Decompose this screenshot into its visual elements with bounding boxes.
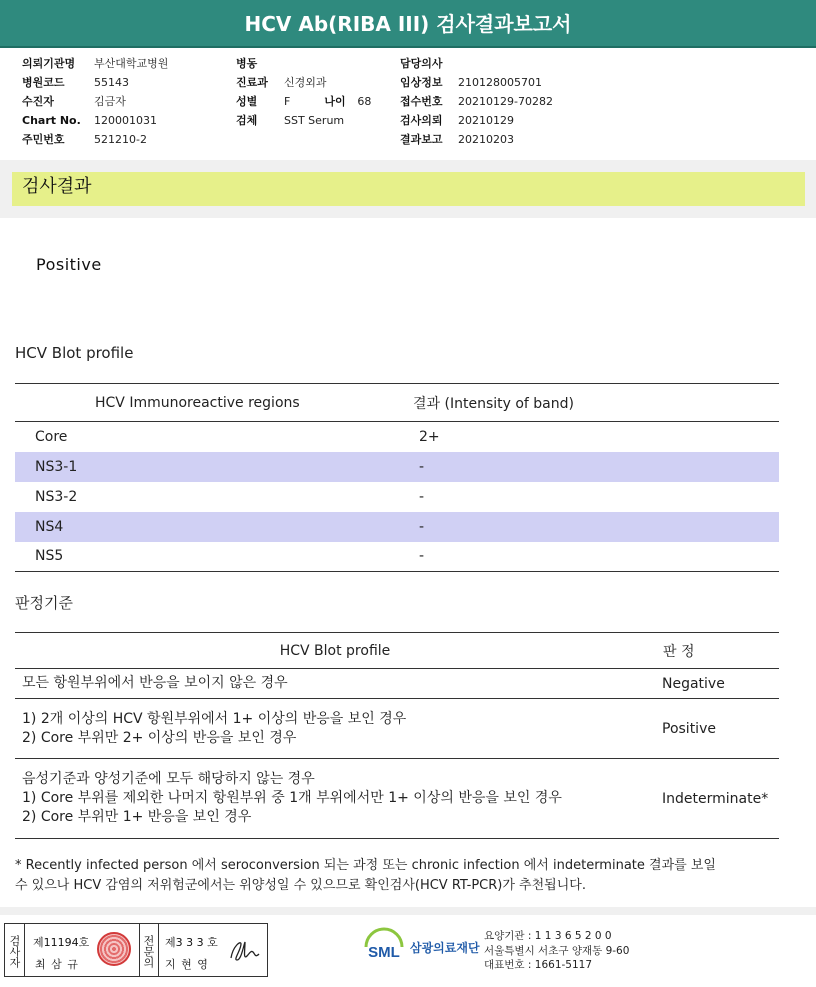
report-title: HCV Ab(RIBA III) 검사결과보고서 [0,0,816,46]
column-header-result: 결과 (Intensity of band) [413,384,779,422]
info-column-1 [22,54,168,149]
age-label: 나이 [324,95,346,108]
info-label: 병원코드 [22,76,65,89]
column-header-judgement: 판 정 [655,633,779,669]
info-value: 김금자 [94,95,126,108]
info-row-department [236,73,371,92]
region-cell: Core [35,428,68,445]
info-value: 부산대학교병원 [94,57,169,70]
info-value: 20210129-70282 [458,95,553,108]
footnote [15,856,785,896]
info-row-report-date [400,130,553,149]
judgement-cell: Negative [655,669,779,699]
footnote-line: * Recently infected person 에서 seroconversion 되는 과정 또는 chronic infection 에서 indeterminate 결과를 보일 [15,858,716,873]
institution-info [484,929,629,973]
blot-table-header [15,384,779,422]
region-cell: NS3-2 [35,488,78,505]
criteria-line: 1) Core 부위를 제외한 나머지 항원부위 중 1개 부위에서만 1+ 이상의 반응을 보인 경우 [22,790,562,806]
institution-address: 서울특별시 서초구 양재동 9-60 [484,944,630,957]
examiner-label: 검사자 [5,924,25,976]
table-row [15,699,779,759]
info-label: 성별 [236,95,258,108]
info-row-doctor [400,54,553,73]
info-label: 진료과 [236,76,268,89]
criteria-line: 2) Core 부위만 1+ 반응을 보인 경우 [22,809,252,825]
info-value: F [284,95,291,108]
info-label: 의뢰기관명 [22,57,76,70]
blot-table [15,383,779,572]
blot-profile-title: HCV Blot profile [15,344,134,362]
info-column-3 [400,54,553,149]
info-label: 접수번호 [400,95,443,108]
signature-box [4,923,268,977]
criteria-cell [15,669,655,699]
section-title: 검사결과 [12,172,805,206]
criteria-cell [15,759,655,839]
region-cell: NS3-1 [15,452,413,482]
info-row-request-date [400,111,553,130]
criteria-line: 음성기준과 양성기준에 모두 해당하지 않는 경우 [22,771,315,787]
result-cell: 2+ [419,428,440,445]
info-value: 55143 [94,76,129,89]
result-value: Positive [36,255,102,274]
region-cell: NS4 [15,512,413,542]
table-row [15,422,779,452]
info-row-institution [22,54,168,73]
criteria-line: 1) 2개 이상의 HCV 항원부위에서 1+ 이상의 반응을 보인 경우 [22,710,407,727]
examiner-number: 제11194호 [33,936,90,949]
info-column-2 [236,54,371,130]
info-value: SST Serum [284,114,345,127]
info-label: 결과보고 [400,133,443,146]
info-value: 20210203 [458,133,514,146]
column-header-region: HCV Immunoreactive regions [15,384,413,422]
info-row-patient [22,92,168,111]
info-row-ward [236,54,371,73]
info-label: Chart No. [22,114,81,127]
info-label: 담당의사 [400,57,443,70]
table-row [15,542,779,572]
sml-logo-text: SML [368,944,400,961]
specialist-name: 지 현 영 [165,958,209,971]
footnote-line: 수 있으나 HCV 감염의 저위험군에서는 위양성일 수 있으므로 확인검사(HCV RT-PCR)가 추천됩니다. [15,878,586,893]
info-label: 병동 [236,57,258,70]
table-row [15,669,779,699]
signature-icon [227,934,263,968]
title-divider [0,46,816,48]
criteria-line: 모든 항원부위에서 반응을 보이지 않은 경우 [22,675,288,691]
info-row-chart-no [22,111,168,130]
result-cell: - [413,512,779,542]
table-row [15,759,779,839]
table-row [15,482,779,512]
info-value: 120001031 [94,114,157,127]
institution-name: 삼광의료재단 [410,941,480,955]
seal-icon [97,932,131,966]
info-row-sex-age [236,92,371,111]
info-value: 521210-2 [94,133,147,146]
age-value: 68 [357,95,372,108]
info-label: 수진자 [22,95,54,108]
table-row [15,452,779,482]
info-label: 주민번호 [22,133,65,146]
result-cell: - [413,452,779,482]
info-label: 검체 [236,114,258,127]
footer-band [0,907,816,915]
institution-code: 요양기관 : 1 1 3 6 5 2 0 0 [484,930,612,942]
info-row-resident-no [22,130,168,149]
table-row [15,512,779,542]
info-row-receipt-no [400,92,553,111]
result-cell: - [419,488,425,505]
judgement-cell: Indeterminate* [655,759,779,839]
info-row-specimen [236,111,371,130]
criteria-table [15,632,779,839]
judgement-cell: Positive [655,699,779,759]
info-value: 20210129 [458,114,514,127]
sml-logo-icon [362,927,406,971]
institution-phone: 대표번호 : 1661-5117 [484,959,593,971]
specialist-label: 전문의 [139,924,159,976]
result-cell: - [413,542,779,572]
info-row-clinical-info [400,73,553,92]
region-cell: NS5 [15,542,413,572]
info-value: 210128005701 [458,76,542,89]
column-header-profile: HCV Blot profile [15,633,655,669]
info-label: 검사의뢰 [400,114,443,127]
examiner-name: 최 삼 규 [35,958,79,971]
info-value: 신경외과 [284,76,327,89]
criteria-title: 판정기준 [15,594,73,612]
criteria-cell [15,699,655,759]
info-label: 임상정보 [400,76,443,89]
criteria-table-header [15,633,779,669]
specialist-number: 제3 3 3 호 [165,936,218,949]
info-row-hospital-code [22,73,168,92]
criteria-line: 2) Core 부위만 2+ 이상의 반응을 보인 경우 [22,729,297,746]
